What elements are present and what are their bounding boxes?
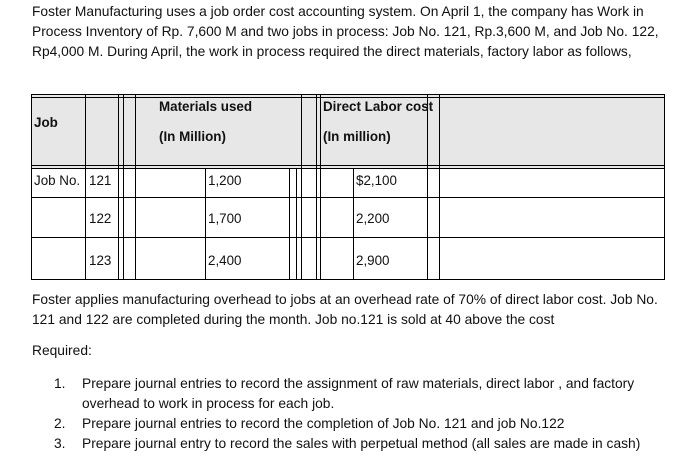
row-divider	[31, 237, 665, 238]
labor-value: 2,900	[356, 253, 390, 268]
header-labor-unit: (In million)	[323, 129, 391, 144]
materials-value: 2,400	[208, 253, 242, 268]
list-item	[54, 434, 694, 454]
col-line	[31, 94, 32, 280]
header-materials: Materials used	[159, 99, 253, 114]
table-border-top-inner	[31, 97, 665, 98]
cost-table	[31, 94, 665, 280]
item-text: Prepare journal entries to record the assignment of raw materials, direct labor , and factory overhead to work in process for each job.	[82, 376, 635, 411]
col-line	[289, 168, 290, 280]
item-number: 1.	[54, 376, 66, 391]
materials-value: 1,200	[208, 173, 242, 188]
item-text: Prepare journal entry to record the sales with perpetual method (all sales are made in cash)	[82, 436, 641, 451]
list-item	[54, 414, 694, 434]
header-labor: Direct Labor cost	[323, 99, 434, 114]
col-line	[320, 94, 321, 280]
problem-intro: Foster Manufacturing uses a job order cost accounting system. On April 1, the company has Work in Process Inventory of Rp. 7,600 M and two jobs in process: Job No. 121, Rp.3,600 M, and Job No. 122, Rp4,000 M. During April, the work in process required the direct materials, factory labor as follows,	[32, 4, 659, 59]
col-line	[205, 168, 206, 280]
job-number: 123	[89, 253, 112, 268]
list-item	[54, 374, 694, 414]
col-line	[85, 94, 86, 280]
col-line	[118, 94, 119, 280]
job-label: Job No.	[34, 173, 81, 188]
labor-value: $2,100	[356, 173, 397, 188]
item-number: 2.	[54, 416, 66, 431]
overhead-paragraph: Foster applies manufacturing overhead to jobs at an overhead rate of 70% of direct labor cost. Job No. 121 and 122 are completed during the month. Job no.121 is sold at 40 above the cost	[32, 292, 658, 327]
col-line	[135, 94, 136, 280]
col-line	[301, 94, 302, 280]
job-number: 121	[89, 173, 112, 188]
header-divider-inner	[31, 168, 665, 169]
item-number: 3.	[54, 436, 66, 451]
required-heading: Required:	[32, 343, 92, 358]
col-line	[316, 94, 317, 280]
col-line	[296, 168, 297, 280]
col-line	[123, 94, 124, 280]
job-number: 122	[89, 211, 112, 226]
labor-value: 2,200	[356, 211, 390, 226]
col-line	[664, 94, 665, 280]
materials-value: 1,700	[208, 211, 242, 226]
item-text: Prepare journal entries to record the completion of Job No. 121 and job No.122	[82, 416, 565, 431]
requirements-list	[54, 374, 694, 454]
col-line	[353, 168, 354, 280]
row-divider	[31, 197, 665, 198]
table-border-bottom	[31, 279, 665, 280]
header-materials-unit: (In Million)	[159, 129, 226, 144]
col-line	[439, 94, 440, 280]
col-line	[427, 94, 428, 280]
table-border-top	[31, 94, 665, 95]
header-divider	[31, 165, 665, 166]
header-job: Job	[34, 115, 58, 130]
